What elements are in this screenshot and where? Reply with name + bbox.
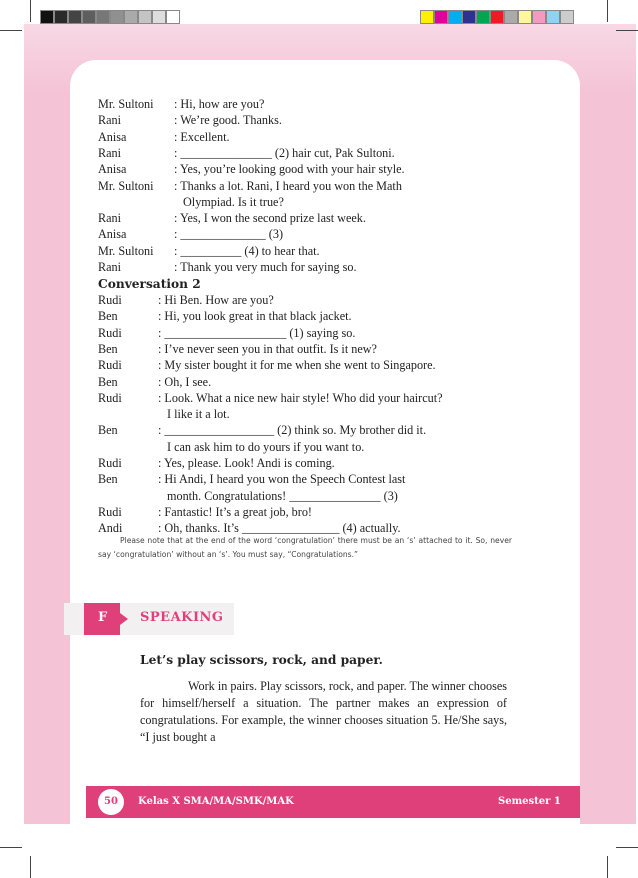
crop-mark — [0, 847, 22, 848]
dialogue-line: : Hi Ben. How are you? — [158, 293, 274, 307]
dialogue-line: : Hi, how are you? — [174, 97, 265, 111]
speaker-name: Rani — [98, 113, 122, 128]
speaker-name: Mr. Sultoni — [98, 97, 154, 111]
dialogue-line: I can ask him to do yours if you want to. — [167, 439, 365, 454]
speaker-name: Ben — [98, 423, 118, 438]
dialogue-line: : Fantastic! It’s a great job, bro! — [158, 504, 312, 519]
activity-text — [140, 678, 507, 746]
crop-mark — [607, 0, 608, 22]
dialogue-line: Olympiad. Is it true? — [183, 194, 284, 209]
dialogue-line: : Thanks a lot. Rani, I heard you won the Math — [174, 178, 402, 193]
dialogue-line: : Hi, you look great in that black jacket. — [158, 309, 352, 324]
activity-title: Let’s play scissors, rock, and paper. — [140, 653, 383, 667]
dialogue-line: : I’ve never seen you in that outfit. Is it new? — [158, 341, 377, 356]
section-letter: F — [98, 610, 108, 625]
dialogue-line: : Oh, I see. — [158, 374, 212, 389]
grammar-note: Please note that at the end of the word ‘congratulation’ there must be an ‘s’ attached to it. So, never say ‘congratulation’ without an ‘s’. You must say, “Congratulations.” — [98, 536, 512, 559]
color-bar — [420, 10, 574, 24]
speaker-name: Mr. Sultoni — [98, 178, 154, 193]
dialogue-line: : Yes, I won the second prize last week. — [174, 211, 366, 226]
crop-mark — [616, 30, 638, 31]
dialogue-line: : _______________ (2) hair cut, Pak Sultoni. — [174, 145, 395, 160]
dialogue-line: : Look. What a nice new hair style! Who did your haircut? — [158, 390, 443, 405]
dialogue-line: month. Congratulations! _______________ (3) — [167, 488, 398, 503]
crop-mark — [0, 30, 22, 31]
dialogue-line: : __________ (4) to hear that. — [174, 243, 320, 258]
dialogue-line: : Thank you very much for saying so. — [174, 260, 357, 274]
speaker-name: Mr. Sultoni — [98, 243, 154, 258]
semester-label: Semester 1 — [498, 796, 561, 807]
dialogue-line: : Hi Andi, I heard you won the Speech Contest last — [158, 472, 406, 487]
conversation-2-title: Conversation 2 — [98, 277, 201, 291]
speaker-name: Rani — [98, 145, 122, 160]
speaker-name: Rudi — [98, 390, 122, 405]
speaker-name: Rani — [98, 260, 122, 274]
speaker-name: Anisa — [98, 129, 127, 144]
dialogue-line: : Excellent. — [174, 129, 230, 144]
speaker-name: Anisa — [98, 162, 127, 177]
speaker-name: Rudi — [98, 456, 122, 470]
speaker-name: Rudi — [98, 358, 122, 373]
book-title: Kelas X SMA/MA/SMK/MAK — [138, 796, 294, 807]
section-badge — [84, 603, 120, 635]
speaker-name: Rani — [98, 211, 122, 226]
speaker-name: Ben — [98, 472, 118, 487]
speaker-name: Anisa — [98, 227, 127, 242]
activity-text-body: Work in pairs. Play scissors, rock, and paper. The winner chooses for himself/herself a situation. The partner makes an expression of congratulations. For example, the winner chooses situation 5. He/She says, “I just bought a — [140, 679, 507, 744]
dialogue-line: : Yes, please. Look! Andi is coming. — [158, 456, 335, 470]
dialogue-line: : Oh, thanks. It’s ________________ (4) actually. — [158, 521, 401, 536]
speaker-name: Ben — [98, 374, 118, 389]
dialogue-line: : ______________ (3) — [174, 227, 284, 242]
crop-mark — [616, 847, 638, 848]
crop-mark — [30, 0, 31, 22]
grayscale-bar — [40, 10, 180, 24]
speaker-name: Rudi — [98, 504, 122, 519]
speaker-name: Ben — [98, 309, 118, 324]
speaker-name: Rudi — [98, 293, 122, 307]
dialogue-line: : My sister bought it for me when she went to Singapore. — [158, 358, 436, 373]
dialogue-line: : __________________ (2) think so. My brother did it. — [158, 423, 427, 438]
speaker-name: Ben — [98, 341, 118, 356]
page-number: 50 — [98, 789, 124, 815]
dialogue-line: : Yes, you’re looking good with your hair style. — [174, 162, 405, 177]
dialogue-line: : ____________________ (1) saying so. — [158, 325, 356, 340]
section-title: SPEAKING — [140, 610, 224, 625]
speaker-name: Rudi — [98, 325, 122, 340]
speaker-name: Andi — [98, 521, 123, 536]
crop-mark — [30, 856, 31, 878]
dialogue-line: I like it a lot. — [167, 407, 230, 422]
crop-mark — [607, 856, 608, 878]
dialogue-line: : We’re good. Thanks. — [174, 113, 282, 128]
